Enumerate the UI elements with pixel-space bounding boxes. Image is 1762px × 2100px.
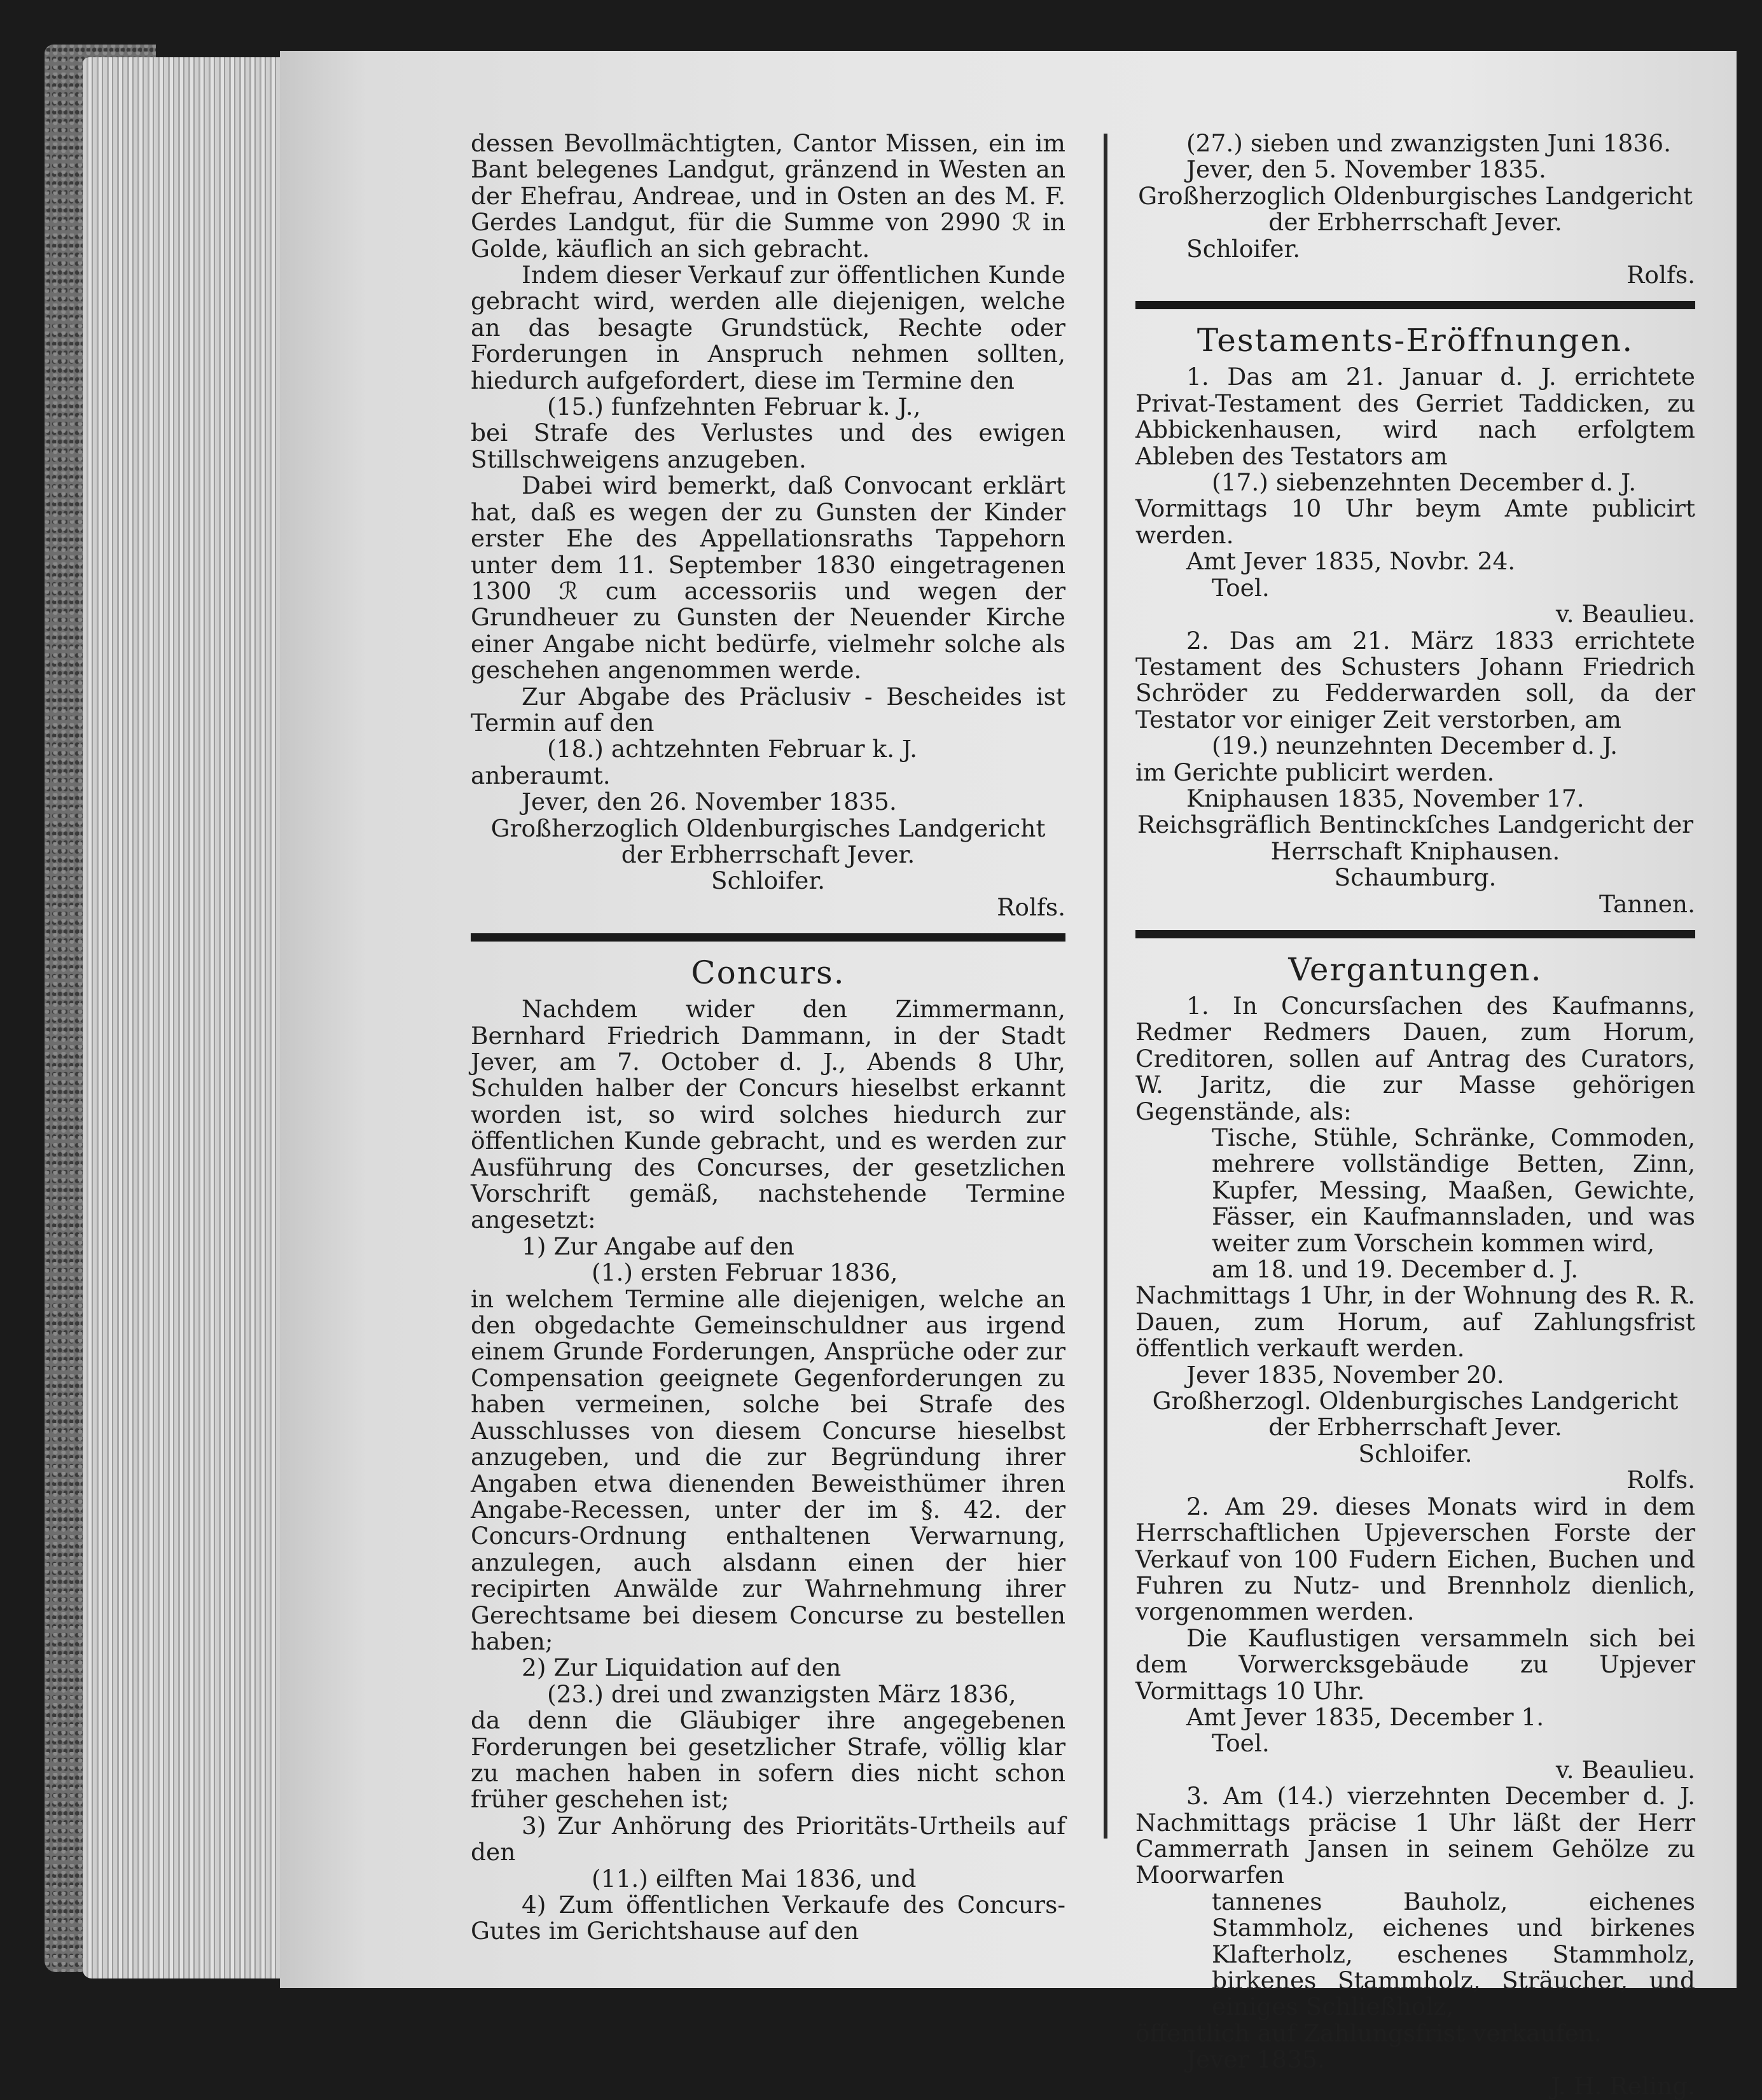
text-paragraph: Zur Abgabe des Präclusiv - Bescheides ist Termin auf den bbox=[471, 682, 1065, 737]
right-column bbox=[1135, 130, 1695, 2099]
section-rule bbox=[471, 933, 1065, 942]
text-paragraph: (1.) ersten Februar 1836, bbox=[592, 1258, 898, 1287]
text-paragraph: Rolfs. bbox=[997, 893, 1065, 921]
text-paragraph: (11.) eilften Mai 1836, und bbox=[592, 1864, 917, 1893]
text-paragraph: (18.) achtzehnten Februar k. J. bbox=[547, 735, 918, 763]
text-paragraph: 1) Zur Angabe auf den bbox=[522, 1232, 794, 1260]
text-paragraph: Jever, den 26. November 1835. bbox=[522, 788, 897, 816]
text-paragraph: 1. Das am 21. Januar d. J. errichtete Privat-Testament des Gerriet Taddicken, zu Abbickenhausen, wird nach erfolgtem Ableben des Testators am bbox=[1135, 363, 1695, 470]
text-paragraph: Schloifer. bbox=[711, 866, 826, 895]
text-paragraph: Schloifer. bbox=[1358, 1439, 1473, 1468]
text-paragraph: Rolfs. bbox=[1627, 261, 1695, 289]
text-paragraph: (27.) sieben und zwanzigsten Juni 1836. bbox=[1186, 129, 1672, 157]
text-paragraph: tannenes Bauholz, eichenes Stammholz, eichenes und birkenes Klafterholz, eschenes Stammholz, birkenes Stammholz, Sträucher, und einiges Schließholz, bbox=[1212, 1887, 1695, 2021]
section-heading: Testaments-Eröffnungen. bbox=[1197, 322, 1634, 359]
text-paragraph: Jever, den 5. November 1835. bbox=[1186, 155, 1546, 184]
text-paragraph: v. Beaulieu. bbox=[1555, 1755, 1695, 1784]
text-paragraph: Indem dieser Verkauf zur öffentlichen Kunde gebracht wird, werden alle diejenigen, welche an das besagte Grundstück, Rechte oder Forderungen in Anspruch nehmen sollten, hiedurch aufgefordert, diese im Termine den bbox=[471, 261, 1065, 394]
text-paragraph: Großherzoglich Oldenburgisches Landgericht der Erbherrschaft Jever. bbox=[1138, 181, 1693, 237]
text-paragraph: Dabei wird bemerkt, daß Convocant erklärt hat, daß es wegen der zu Gunsten der Kinder erster Ehe des Appellationsraths Tappehorn unter dem 11. September 1830 eingetragenen 1300 ℛ cum accessoriis und wegen der Grundheuer zu Gunsten der Neuender Kirche einer Angabe nicht bedürfe, vielmehr solche als geschehen angenommen werde. bbox=[471, 471, 1065, 685]
section-rule bbox=[1135, 301, 1695, 309]
text-paragraph: J. H. Reling. bbox=[1551, 2071, 1695, 2100]
text-paragraph: bei Strafe des Verlustes und des ewigen Stillschweigens anzugeben. bbox=[471, 419, 1065, 473]
text-paragraph: 1. In Concursſachen des Kaufmanns, Redmer Redmers Dauen, zum Horum, Creditoren, sollen auf Antrag des Curators, W. Jaritz, die zur Masse gehörigen Gegenstände, als: bbox=[1135, 991, 1695, 1125]
text-paragraph: Schloifer. bbox=[1186, 234, 1301, 263]
text-paragraph: 3. Am (14.) vierzehnten December d. J. Nachmittags präcise 1 Uhr läßt der Herr Cammerrath Jansen in seinem Gehölze zu Moorwarfen bbox=[1135, 1782, 1695, 1889]
text-paragraph: im Gerichte publicirt werden. bbox=[1135, 758, 1495, 786]
text-paragraph: anberaumt. bbox=[471, 761, 611, 789]
text-paragraph: Kniphausen 1835, November 17. bbox=[1186, 784, 1585, 812]
left-column bbox=[471, 130, 1065, 1945]
text-paragraph: (23.) drei und zwanzigsten März 1836, bbox=[547, 1679, 1016, 1708]
text-paragraph: am 18. und 19. December d. J. bbox=[1212, 1255, 1579, 1284]
text-paragraph: (15.) funfzehnten Februar k. J., bbox=[547, 393, 921, 421]
section-rule bbox=[1135, 930, 1695, 938]
text-paragraph: dessen Bevollmächtigten, Cantor Missen, ein im Bant belegenes Landgut, gränzend in Westen an der Ehefrau, Andreae, und in Osten an des M. F. Gerdes Landgut, für die Summe von 2990 ℛ in Golde, käuflich an sich gebracht. bbox=[471, 129, 1065, 263]
text-paragraph: Toel. bbox=[1212, 573, 1270, 602]
text-paragraph: Toel. bbox=[1212, 1729, 1270, 1758]
document-page bbox=[280, 51, 1737, 2100]
text-paragraph: in welchem Termine alle diejenigen, welche an den obgedachte Gemeinschuldner aus irgend einem Grunde Forderungen, Ansprüche oder zur Compensation geeignete Gegenforderungen zu haben vermeinen, solche bei Strafe des Ausschlusses von diesem Concurse hieselbst anzugeben, und die zur Begründung ihrer Angaben etwa dienenden Beweisthümer ihren Angabe-Recessen, unter der im §. 42. der Concurs-Ordnung enthaltenen Verwarnung, anzulegen, auch alsdann einen der hier recipirten Anwälde zur Wahrnehmung ihrer Gerechtsame bei diesem Concurse zu bestellen haben; bbox=[471, 1284, 1065, 1655]
text-paragraph: Amt Jever 1835, December 1. bbox=[1186, 1702, 1544, 1731]
section-heading: Concurs. bbox=[691, 954, 845, 992]
text-paragraph: Tannen. bbox=[1599, 889, 1695, 918]
text-paragraph: 2) Zur Liquidation auf den bbox=[522, 1653, 842, 1682]
text-paragraph: öffentlich auf Zahlungsfrist verkaufen. bbox=[1135, 2019, 1602, 2047]
text-paragraph: 4) Zum öffentlichen Verkaufe des Concurs-Gutes im Gerichtshause auf den bbox=[471, 1891, 1065, 1945]
section-heading: Vergantungen. bbox=[1288, 950, 1543, 988]
page-edges bbox=[83, 57, 293, 1978]
text-paragraph: Schaumburg. bbox=[1334, 863, 1497, 892]
text-paragraph: 3) Zur Anhörung des Prioritäts-Urtheils auf den bbox=[471, 1811, 1065, 1867]
text-paragraph: Reichsgräflich Bentinckſches Landgericht der Herrschaft Kniphausen. bbox=[1137, 810, 1694, 865]
text-paragraph: Rolfs. bbox=[1627, 1466, 1695, 1494]
text-paragraph: 2. Das am 21. März 1833 errichtete Testament des Schusters Johann Friedrich Schröder zu Fedderwarden soll, da der Testator vor einiger Zeit verstorben, am bbox=[1135, 626, 1695, 734]
text-paragraph: da denn die Gläubiger ihre angegebenen Forderungen bei gesetzlicher Strafe, völlig klar zu machen haben in sofern dies nicht schon früher geschehen ist; bbox=[471, 1706, 1065, 1814]
text-paragraph: v. Beaulieu. bbox=[1555, 600, 1695, 629]
text-paragraph: Amt Jever 1835, Novbr. 24. bbox=[1186, 547, 1516, 576]
text-paragraph: (17.) siebenzehnten December d. J. bbox=[1212, 468, 1637, 497]
text-paragraph: Nachmittags 1 Uhr, in der Wohnung des R. R. Dauen, zum Horum, auf Zahlungsfrist öffentlich verkauft werden. bbox=[1135, 1281, 1695, 1363]
text-paragraph: Nachdem wider den Zimmermann, Bernhard Friedrich Dammann, in der Stadt Jever, am 7. October d. J., Abends 8 Uhr, Schulden halber der Concurs hieselbst erkannt worden ist, so wird solches hiedurch zur öffentlichen Kunde gebracht, und es werden zur Ausführung des Concurses, der gesetzlichen Vorschrift gemäß, nachstehende Termine angesetzt: bbox=[471, 995, 1065, 1234]
column-divider bbox=[1104, 134, 1107, 1839]
text-paragraph: Tische, Stühle, Schränke, Commoden, mehrere vollständige Betten, Zinn, Kupfer, Messing, Maaßen, Gewichte, Fässer, ein Kaufmannsladen, und was weiter zum Vorschein kommen wird, bbox=[1212, 1123, 1695, 1257]
text-paragraph: Großherzoglich Oldenburgisches Landgericht der Erbherrschaft Jever. bbox=[490, 814, 1046, 868]
text-paragraph: Jever 1835. bbox=[1186, 2045, 1325, 2074]
text-paragraph: Vormittags 10 Uhr beym Amte publicirt werden. bbox=[1135, 494, 1695, 549]
text-paragraph: Großherzogl. Oldenburgisches Landgericht der Erbherrschaft Jever. bbox=[1152, 1387, 1679, 1442]
text-paragraph: (19.) neunzehnten December d. J. bbox=[1212, 732, 1618, 760]
text-paragraph: Jever 1835, November 20. bbox=[1186, 1360, 1504, 1389]
text-paragraph: 2. Am 29. dieses Monats wird in dem Herrschaftlichen Upjeverschen Forste der Verkauf von 100 Fudern Eichen, Buchen und Fuhren zu Nutz- und Brennholz dienlich, vorgenommen werden. bbox=[1135, 1492, 1695, 1626]
text-paragraph: Die Kauflustigen versammeln sich bei dem Vorwercksgebäude zu Upjever Vormittags 10 Uhr. bbox=[1135, 1624, 1695, 1705]
